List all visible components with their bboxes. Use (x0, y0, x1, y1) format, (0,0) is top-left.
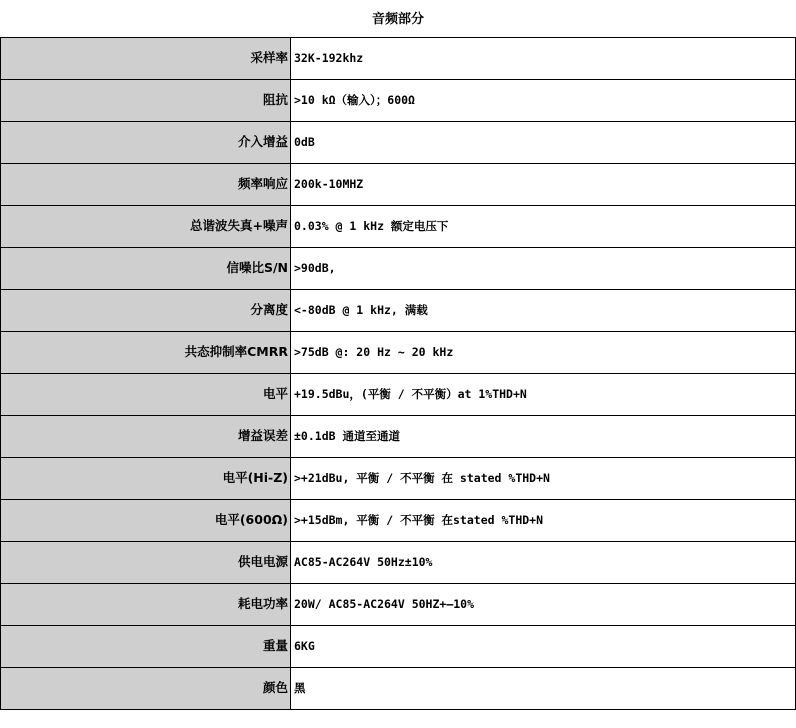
table-row (1, 290, 796, 332)
spec-value: ±0.1dB 通道至通道 (291, 416, 796, 458)
spec-label: 增益误差 (1, 416, 291, 458)
spec-label: 分离度 (1, 290, 291, 332)
table-row (1, 416, 796, 458)
table-row (1, 458, 796, 500)
spec-value: 200k-10MHZ (291, 164, 796, 206)
table-row (1, 626, 796, 668)
spec-value: >10 kΩ（输入）；600Ω (291, 80, 796, 122)
spec-value: 0.03% @ 1 kHz 额定电压下 (291, 206, 796, 248)
spec-label: 总谐波失真+噪声 (1, 206, 291, 248)
spec-value: <-80dB @ 1 kHz, 满载 (291, 290, 796, 332)
spec-label: 介入增益 (1, 122, 291, 164)
spec-label: 供电电源 (1, 542, 291, 584)
spec-label: 重量 (1, 626, 291, 668)
spec-value: 20W/ AC85-AC264V 50HZ+—10% (291, 584, 796, 626)
spec-value: 6KG (291, 626, 796, 668)
spec-value: 黑 (291, 668, 796, 710)
table-row (1, 500, 796, 542)
table-title: 音频部分 (371, 11, 424, 26)
spec-label: 频率响应 (1, 164, 291, 206)
spec-value: 0dB (291, 122, 796, 164)
spec-value: +19.5dBu，(平衡 / 不平衡）at 1%THD+N (291, 374, 796, 416)
spec-value: >+21dBu, 平衡 / 不平衡 在 stated %THD+N (291, 458, 796, 500)
spec-label: 采样率 (1, 38, 291, 80)
table-row (1, 248, 796, 290)
spec-label: 电平 (1, 374, 291, 416)
spec-value: AC85-AC264V 50Hz±10% (291, 542, 796, 584)
table-row (1, 374, 796, 416)
table-row (1, 122, 796, 164)
spec-label: 电平(Hi-Z) (1, 458, 291, 500)
spec-label: 阻抗 (1, 80, 291, 122)
spec-label: 耗电功率 (1, 584, 291, 626)
spec-label: 颜色 (1, 668, 291, 710)
spec-value: >75dB @: 20 Hz ~ 20 kHz (291, 332, 796, 374)
table-row (1, 542, 796, 584)
spec-value: >90dB, (291, 248, 796, 290)
table-row (1, 332, 796, 374)
table-row (1, 668, 796, 710)
table-row (1, 164, 796, 206)
table-body (1, 38, 796, 710)
table-row (1, 38, 796, 80)
spec-label: 信噪比S/N (1, 248, 291, 290)
table-row (1, 80, 796, 122)
spec-label: 电平(600Ω) (1, 500, 291, 542)
table-row (1, 584, 796, 626)
table-row (1, 206, 796, 248)
spec-value: >+15dBm, 平衡 / 不平衡 在stated %THD+N (291, 500, 796, 542)
spec-label: 共态抑制率CMRR (1, 332, 291, 374)
spec-value: 32K-192khz (291, 38, 796, 80)
